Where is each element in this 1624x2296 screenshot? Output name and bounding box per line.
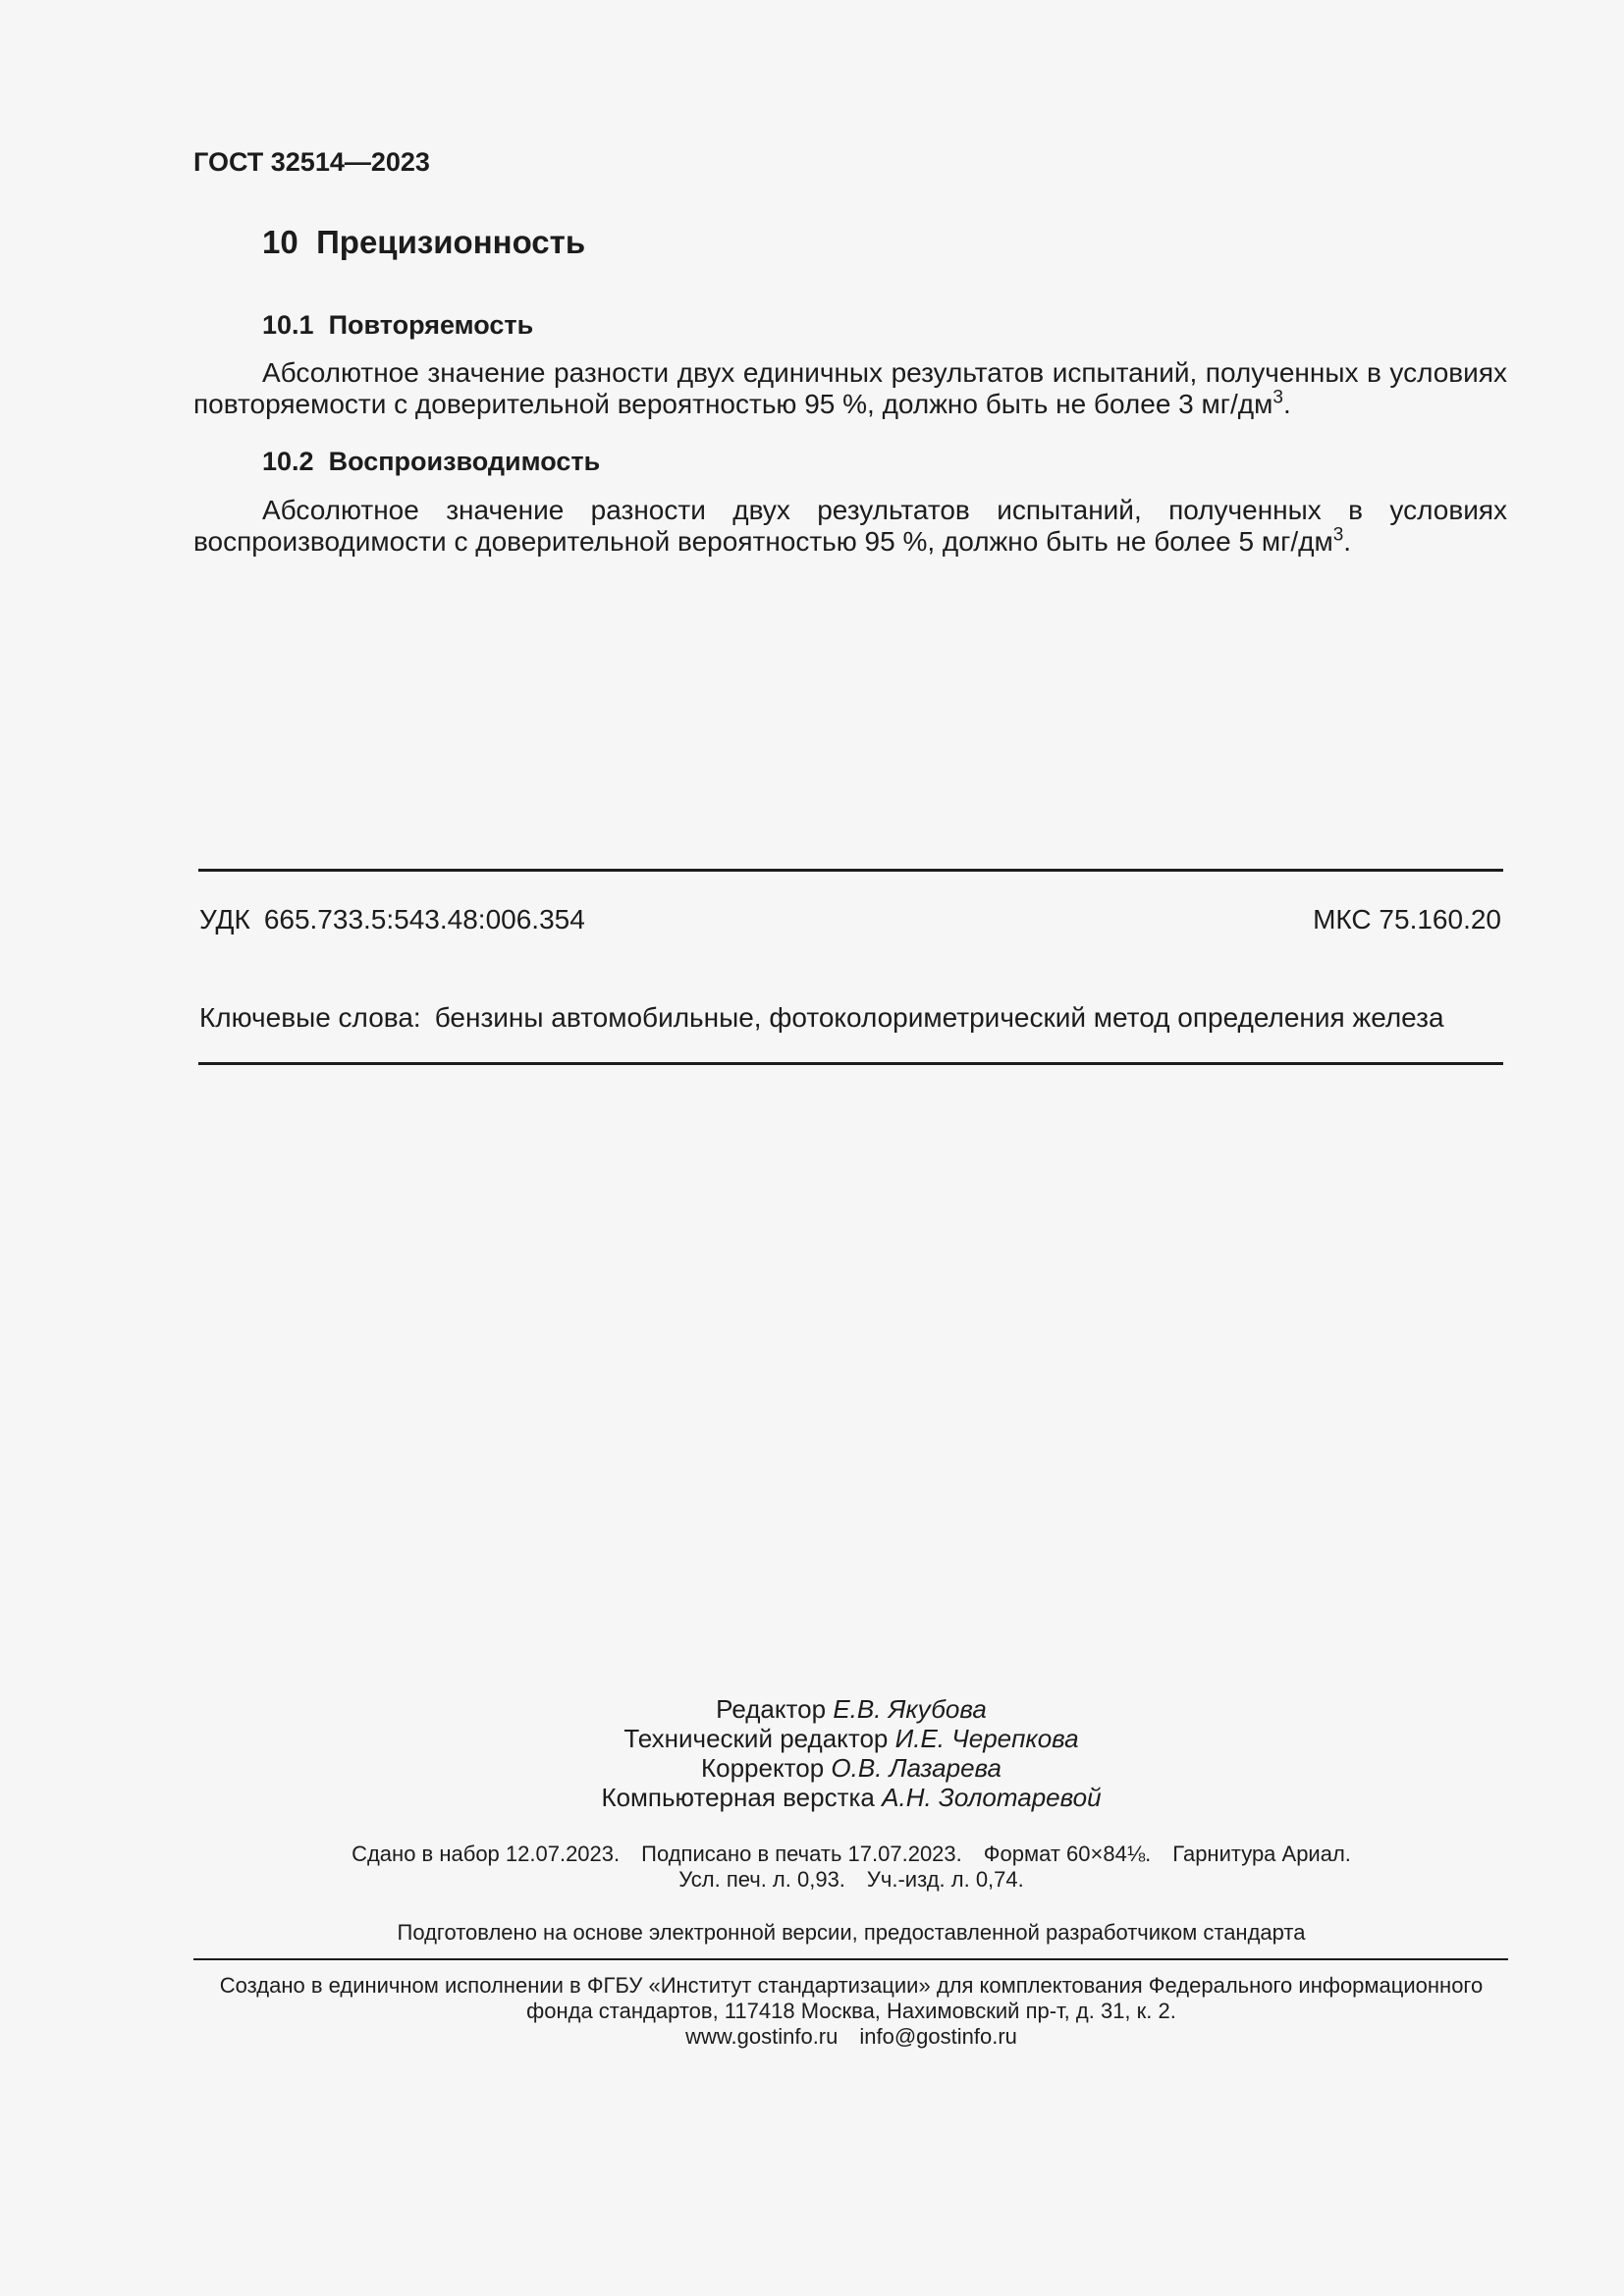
paragraph-end: .	[1343, 526, 1352, 557]
reproducibility-paragraph	[193, 495, 1507, 558]
imprint-print-info	[0, 1842, 1624, 1893]
credit-corrector	[0, 1753, 1624, 1783]
typeface: Гарнитура Ариал.	[1172, 1842, 1351, 1866]
credit-role: Технический редактор	[623, 1724, 889, 1753]
prepared-note: Подготовлено на основе электронной версии, предоставленной разработчиком стандарта	[397, 1920, 1306, 1945]
print-sheets: Усл. печ. л. 0,93.	[678, 1867, 845, 1892]
mks-code: МКС 75.160.20	[1313, 904, 1501, 934]
subsection-number: 10.1	[262, 310, 314, 340]
typeset-date: Сдано в набор 12.07.2023.	[352, 1842, 621, 1866]
print-format: Формат 60×84⅛.	[983, 1842, 1152, 1866]
udk-value: 665.733.5:543.48:006.354	[263, 904, 585, 934]
creation-line-1: Создано в единичном исполнении в ФГБУ «Институт стандартизации» для комплектования Федерального информационного	[219, 1973, 1484, 1998]
subsection-heading-reproducibility	[262, 447, 600, 477]
creation-note	[0, 1973, 1624, 2050]
creation-line-2: фонда стандартов, 117418 Москва, Нахимовский пр-т, д. 31, к. 2.	[526, 1999, 1176, 2023]
section-heading	[262, 224, 585, 261]
paragraph-text: Абсолютное значение разности двух результатов испытаний, полученных в условиях воспроизводимости с доверительной вероятностью 95 %, должно быть не более 5 мг/дм	[193, 495, 1507, 557]
website-link[interactable]: www.gostinfo.ru	[685, 2024, 839, 2049]
bottom-divider	[198, 1062, 1503, 1065]
subsection-title: Повторяемость	[328, 310, 534, 340]
credit-role: Корректор	[700, 1753, 825, 1783]
keywords	[199, 1002, 1444, 1034]
unit-exponent: 3	[1332, 524, 1344, 546]
credit-tech-editor	[0, 1724, 1624, 1753]
keywords-value: бензины автомобильные, фотоколориметрический метод определения железа	[434, 1002, 1444, 1033]
udk-code	[199, 904, 585, 935]
subsection-number: 10.2	[262, 447, 314, 476]
udk-label: УДК	[199, 904, 250, 934]
credit-editor	[0, 1694, 1624, 1724]
credit-name: Е.В. Якубова	[833, 1694, 987, 1724]
email-link[interactable]: info@gostinfo.ru	[859, 2024, 1017, 2049]
section-title: Прецизионность	[316, 224, 586, 260]
section-number: 10	[262, 224, 298, 260]
credit-name: О.В. Лазарева	[831, 1753, 1002, 1783]
keywords-label: Ключевые слова:	[199, 1002, 421, 1033]
subsection-title: Воспроизводимость	[328, 447, 601, 476]
credit-layout	[0, 1783, 1624, 1812]
repeatability-paragraph	[193, 357, 1507, 420]
credit-role: Компьютерная верстка	[601, 1783, 875, 1812]
imprint-line-2	[0, 1867, 1624, 1893]
unit-exponent: 3	[1272, 387, 1283, 408]
top-divider	[198, 869, 1503, 872]
credit-name: И.Е. Черепкова	[894, 1724, 1079, 1753]
imprint-line-1	[0, 1842, 1624, 1867]
standard-code: ГОСТ 32514—2023	[193, 147, 430, 177]
credit-name: А.Н. Золотаревой	[882, 1783, 1102, 1812]
credits-block	[0, 1694, 1624, 1812]
paragraph-end: .	[1282, 389, 1291, 419]
credit-role: Редактор	[716, 1694, 827, 1724]
imprint-divider	[193, 1958, 1508, 1960]
subsection-heading-repeatability	[262, 310, 533, 341]
publisher-sheets: Уч.-изд. л. 0,74.	[866, 1867, 1024, 1892]
paragraph-text: Абсолютное значение разности двух единичных результатов испытаний, полученных в условиях повторяемости с доверительной вероятностью 95 %, должно быть не более 3 мг/дм	[193, 357, 1507, 419]
contacts	[0, 2024, 1624, 2050]
signed-date: Подписано в печать 17.07.2023.	[641, 1842, 962, 1866]
